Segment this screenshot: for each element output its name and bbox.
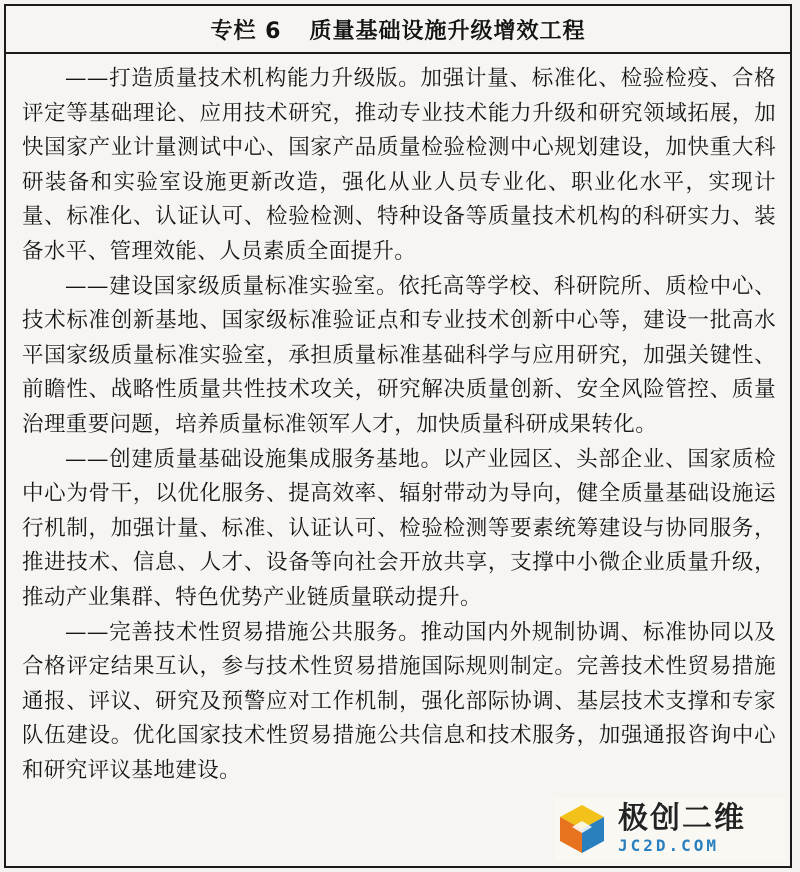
column-number: 专栏 6 <box>210 18 282 44</box>
watermark-name: 极创二维 <box>618 801 746 836</box>
column-content <box>6 54 790 788</box>
watermark-domain: JC2D.COM <box>618 836 720 855</box>
column-title: 质量基础设施升级增效工程 <box>309 18 586 44</box>
paragraph-national-labs: ——建设国家级质量标准实验室。依托高等学校、科研院所、质检中心、技术标准创新基地、国家级标准验证点和专业技术创新中心等，建设一批高水平国家级质量标准实验室，承担质量标准基础科学与应用研究，加强关键性、前瞻性、战略性质量共性技术攻关，研究解决质量创新、安全风险管控、质量治理重要问题，培养质量标准领军人才，加快质量科研成果转化。 <box>22 273 776 437</box>
paragraph-trade-measures: ——完善技术性贸易措施公共服务。推动国内外规制协调、标准协同以及合格评定结果互认，参与技术性贸易措施国际规则制定。完善技术性贸易措施通报、评议、研究及预警应对工作机制，强化部际协调、基层技术支撑和专家队伍建设。优化国家技术性贸易措施公共信息和技术服务，加强通报咨询中心和研究评议基地建设。 <box>22 619 776 783</box>
column-box <box>4 4 792 868</box>
column-title-bar <box>6 6 790 54</box>
paragraph-service-bases: ——创建质量基础设施集成服务基地。以产业园区、头部企业、国家质检中心为骨干，以优化服务、提高效率、辐射带动为导向，健全质量基础设施运行机制，加强计量、标准、认证认可、检验检测等要素统筹建设与协同服务，推进技术、信息、人才、设备等向社会开放共享，支撑中小微企业质量升级，推动产业集群、特色优势产业链质量联动提升。 <box>22 446 776 610</box>
cube-logo-icon <box>554 801 610 857</box>
watermark <box>554 798 786 860</box>
paragraph-quality-institutions: ——打造质量技术机构能力升级版。加强计量、标准化、检验检疫、合格评定等基础理论、应用技术研究，推动专业技术能力升级和研究领域拓展，加快国家产业计量测试中心、国家产品质量检验检测中心规划建设，加快重大科研装备和实验室设施更新改造，强化从业人员专业化、职业化水平，实现计量、标准化、认证认可、检验检测、特种设备等质量技术机构的科研实力、装备水平、管理效能、人员素质全面提升。 <box>22 66 776 264</box>
